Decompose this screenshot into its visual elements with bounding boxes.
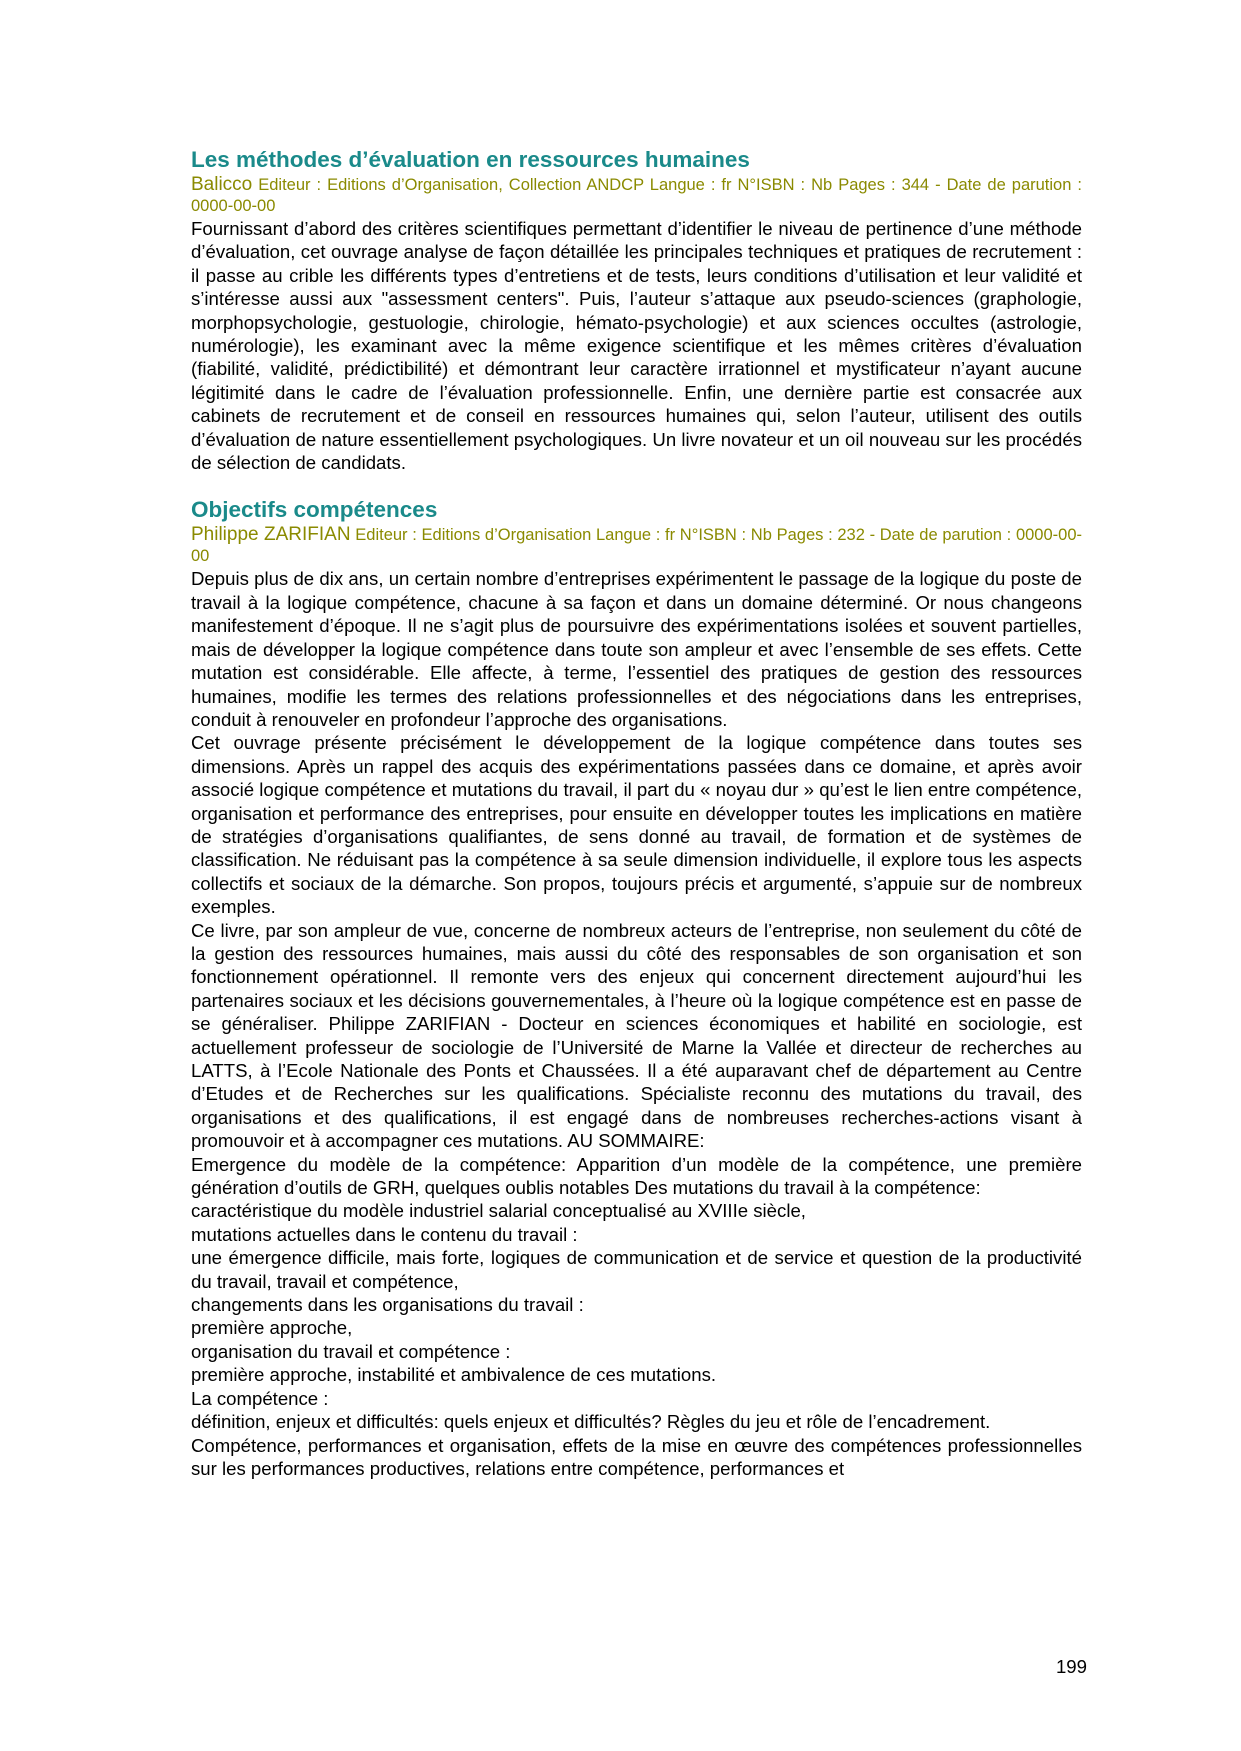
book-description: Cet ouvrage présente précisément le développement de la logique compétence dans toutes ses dimensions. Après un rappel des acquis des expérimentations passées dans ce domaine, et après avoir associé logique compétence et mutations du travail, il part du « noyau dur » qu’est le lien entre compétence, organisation et performance des entreprises, pour ensuite en développer toutes les implications en matière de stratégies d’organisations qualifiantes, de sens donné au travail, de formation et de systèmes de classification. Ne réduisant pas la compétence à sa seule dimension individuelle, il explore tous les aspects collectifs et sociaux de la démarche. Son propos, toujours précis et argumenté, s’appuie sur de nombreux exemples. [191,732,1082,918]
book-meta [191,524,1082,567]
summary-line: définition, enjeux et difficultés: quels enjeux et difficultés? Règles du jeu et rôle de l’encadrement. [191,1411,991,1433]
summary-paragraph: une émergence difficile, mais forte, logiques de communication et de service et question de la productivité du travail, travail et compétence, [191,1247,1082,1292]
page-number: 199 [1055,1656,1087,1677]
book-description: Fournissant d’abord des critères scientifiques permettant d’identifier le niveau de pertinence d’une méthode d’évaluation, cet ouvrage analyse de façon détaillée les principales techniques et pratiques de recrutement : il passe au crible les différents types d’entretiens et de tests, leurs conditions d’utilisation et leur validité et s’intéresse aussi aux "assessment centers". Puis, l’auteur s’attaque aux pseudo-sciences (graphologie, morphopsychologie, gestuologie, chirologie, hémato-psychologie) et aux sciences occultes (astrologie, numérologie), les examinant avec la même exigence scientifique et les mêmes critères d’évaluation (fiabilité, validité, prédictibilité) et démontrant leur caractère irrationnel et mystificateur n’ayant aucune légitimité dans le cadre de l’évaluation professionnelle. Enfin, une dernière partie est consacrée aux cabinets de recrutement et de conseil en ressources humaines qui, selon l’auteur, utilisent des outils d’évaluation de nature essentiellement psychologiques. Un livre novateur et un oil nouveau sur les procédés de sélection de candidats. [191,218,1082,474]
book-author: Philippe ZARIFIAN [191,524,351,546]
book-title: Objectifs compétences [191,497,438,523]
book-description: Depuis plus de dix ans, un certain nombre d’entreprises expérimentent le passage de la logique du poste de travail à la logique compétence, chacune à sa façon et dans un domaine déterminé. Or nous changeons manifestement d’époque. Il ne s’agit plus de poursuivre des expérimentations isolées et souvent partielles, mais de développer la logique compétence dans toute son ampleur et avec l’ensemble de ses effets. Cette mutation est considérable. Elle affecte, à terme, l’essentiel des pratiques de gestion des ressources humaines, modifie les termes des relations professionnelles et des négociations dans les entreprises, conduit à renouveler en profondeur l’approche des organisations. [191,568,1082,730]
summary-intro: Emergence du modèle de la compétence: Apparition d’un modèle de la compétence, une première génération d’outils de GRH, quelques oublis notables Des mutations du travail à la compétence: [191,1153,1082,1199]
book-description: Ce livre, par son ampleur de vue, concerne de nombreux acteurs de l’entreprise, non seulement du côté de la gestion des ressources humaines, mais aussi du côté des responsables de son organisation et son fonctionnement opérationnel. Il remonte vers des enjeux qui concernent directement aujourd’hui les partenaires sociaux et les décisions gouvernementales, à l’heure où la logique compétence est en passe de se généraliser. Philippe ZARIFIAN - Docteur en sciences économiques et habilité en sociologie, est actuellement professeur de sociologie de l’Université de Marne la Vallée et directeur de recherches au LATTS, à l’Ecole Nationale des Ponts et Chaussées. Il a été auparavant chef de département au Centre d’Etudes et de Recherches sur les qualifications. Spécialiste reconnu des mutations du travail, des organisations et des qualifications, il est engagé dans de nombreuses recherches-actions visant à promouvoir et à accompagner ces mutations. AU SOMMAIRE: [191,919,1082,1152]
book-entry [191,146,1082,474]
book-entry [191,496,1082,1480]
summary-line: changements dans les organisations du travail : [191,1294,584,1316]
summary-line: première approche, instabilité et ambivalence de ces mutations. [191,1364,717,1386]
summary-paragraph: Compétence, performances et organisation, effets de la mise en œuvre des compétences professionnelles sur les performances productives, relations entre compétence, performances et [191,1434,1082,1479]
summary-line: caractéristique du modèle industriel salarial conceptualisé au XVIIIe siècle, [191,1200,806,1222]
summary-line: organisation du travail et compétence : [191,1340,511,1362]
book-publisher-info: Editeur : Editions d’Organisation, Collection ANDCP Langue : fr N°ISBN : Nb Pages : 344 - Date de parution : 0000-00-00 [191,176,1082,215]
summary-line: La compétence : [191,1387,329,1409]
book-author: Balicco [191,174,253,195]
book-publisher-info: Editeur : Editions d’Organisation Langue : fr N°ISBN : Nb Pages : 232 - Date de parution : 0000-00-00 [191,526,1082,566]
summary-line: première approche, [191,1317,353,1339]
book-meta [191,174,1082,217]
book-title: Les méthodes d’évaluation en ressources humaines [191,147,750,172]
page-content [191,146,1082,1492]
summary-line: mutations actuelles dans le contenu du travail : [191,1223,578,1245]
